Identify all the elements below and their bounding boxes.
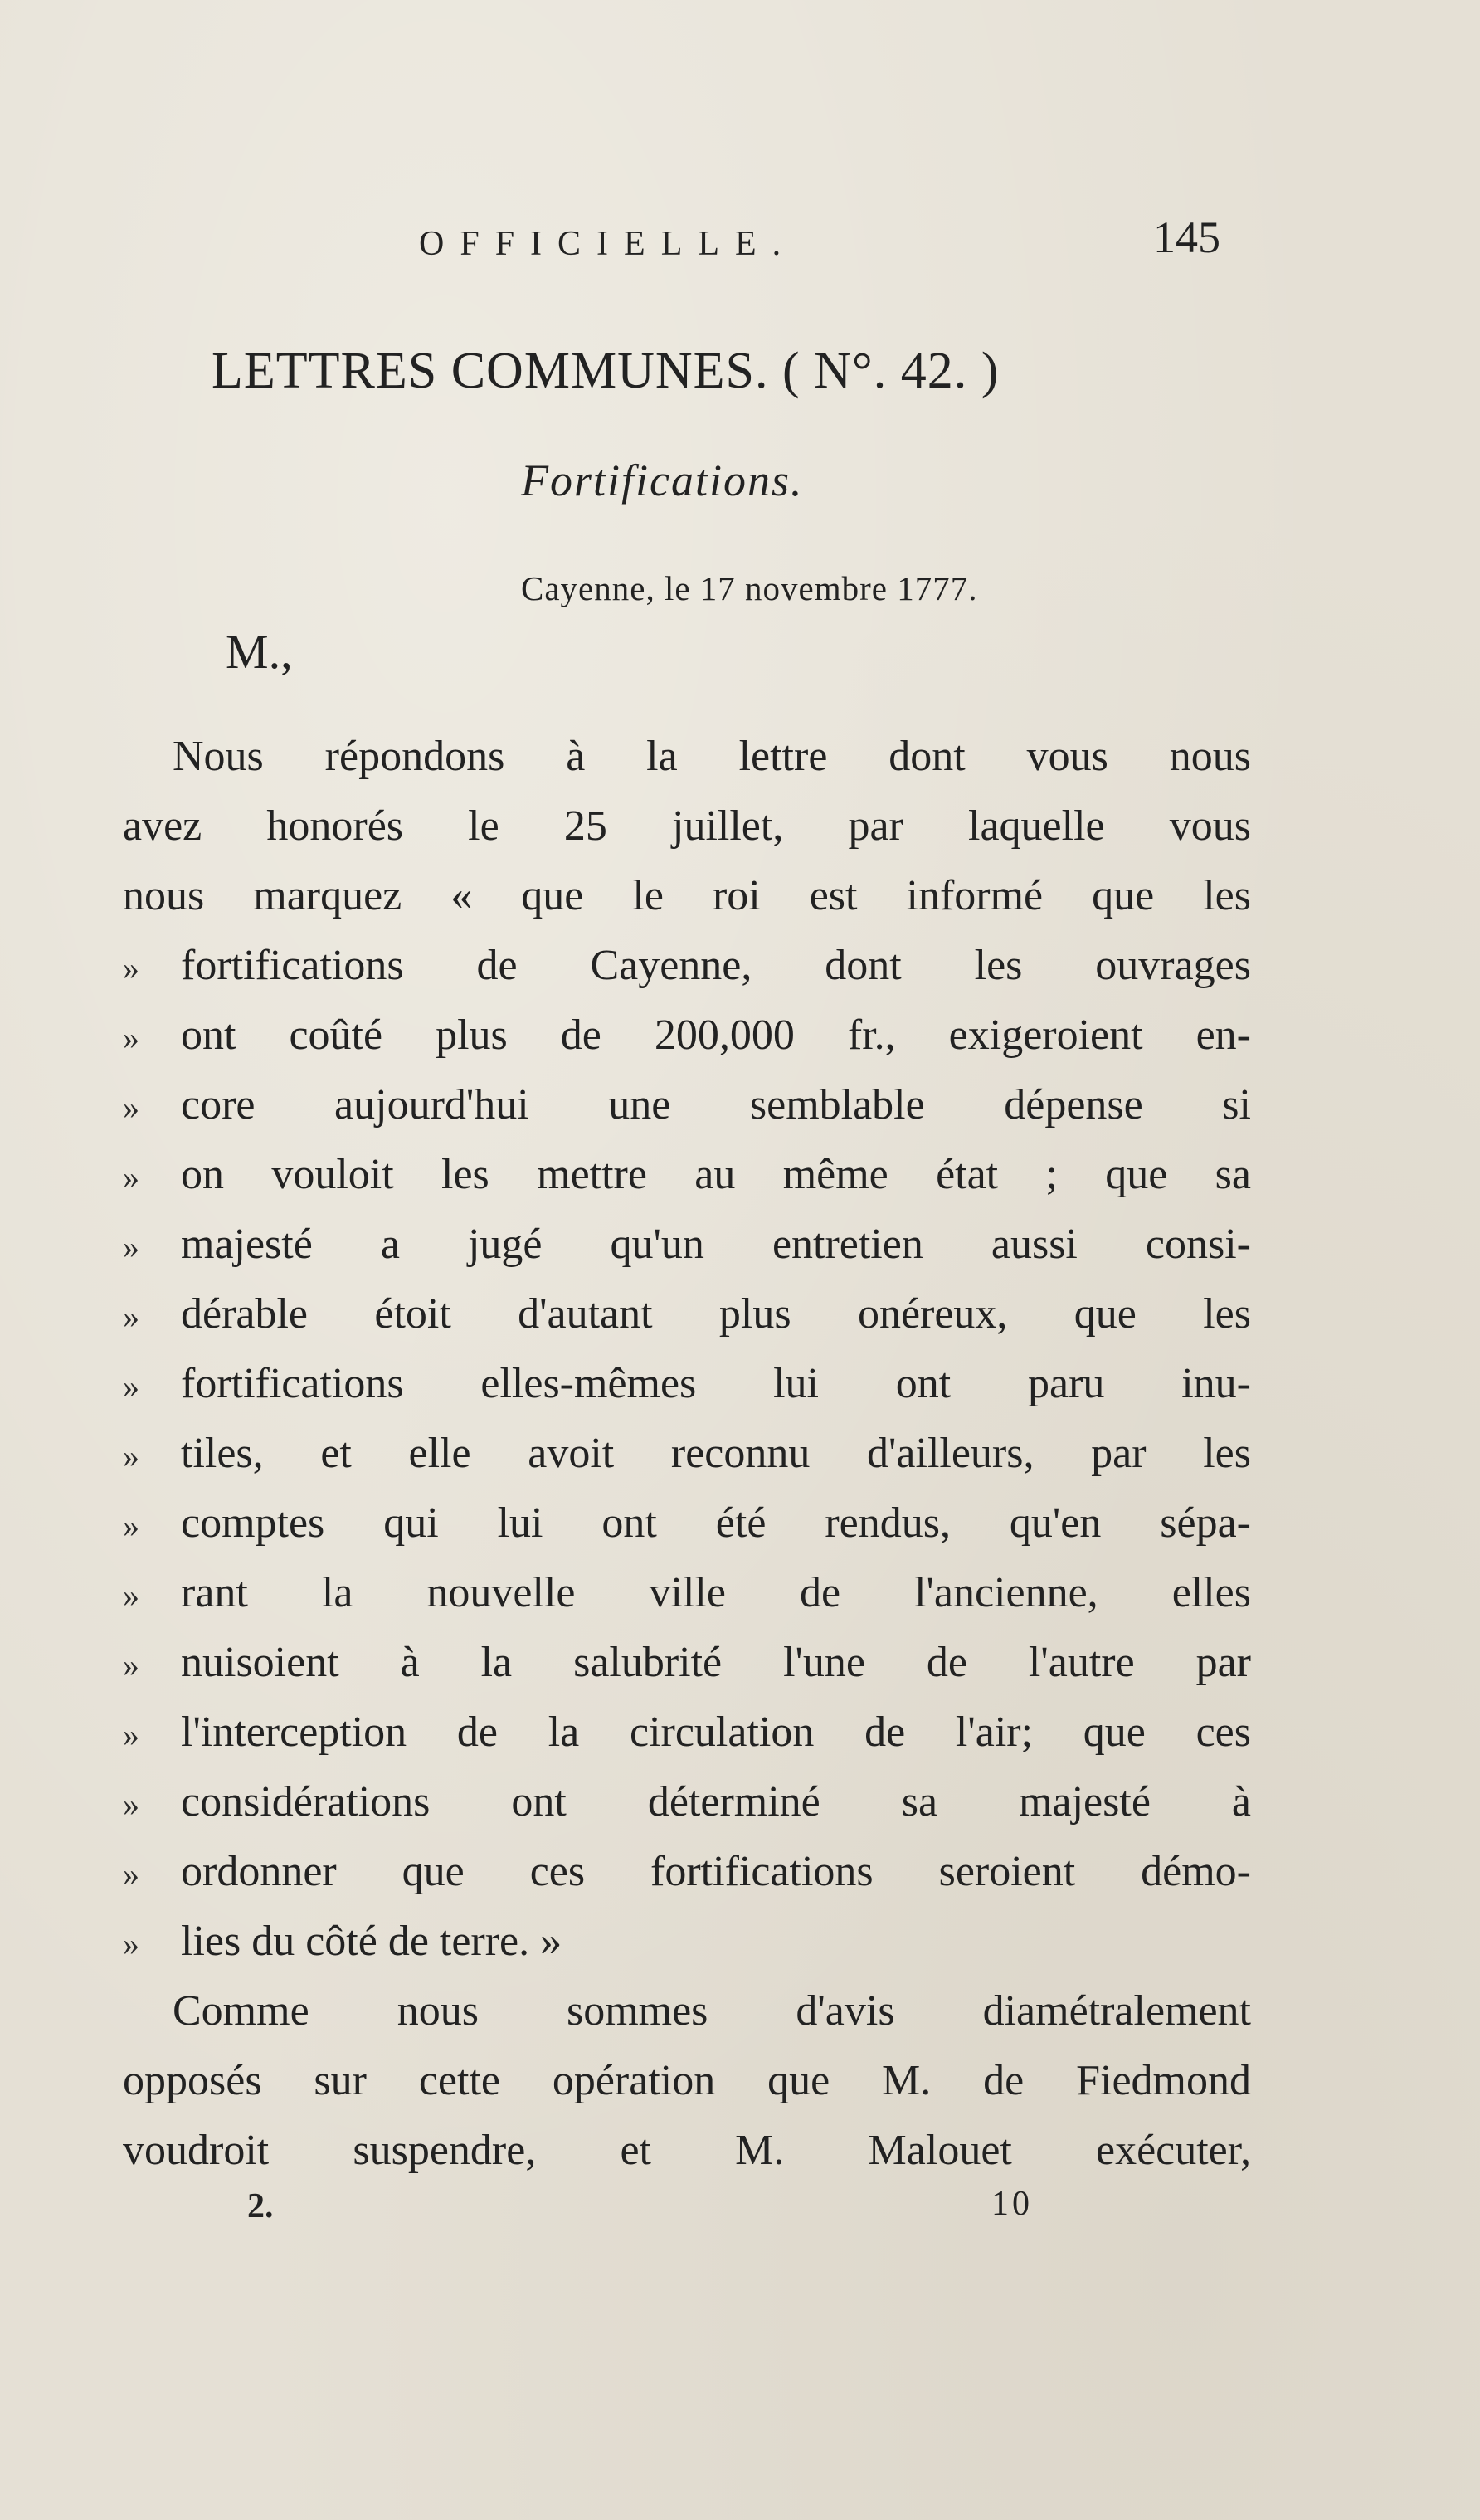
text-line (123, 1140, 1251, 1210)
line-text: l'interception de la circulation de l'air; que ces (181, 1708, 1251, 1756)
section-title: LETTRES COMMUNES. ( N°. 42. ) (212, 343, 1000, 399)
text-line (123, 2116, 1251, 2186)
footer-number: 10 (991, 2185, 1033, 2223)
line-guillemet: » (123, 1507, 139, 1544)
line-text: on vouloit les mettre au même état ; que sa (181, 1151, 1251, 1198)
line-text: nuisoient à la salubrité l'une de l'autre par (181, 1639, 1251, 1686)
line-guillemet: » (123, 1577, 139, 1614)
text-line (123, 1837, 1251, 1907)
line-text: nous marquez « que le roi est informé que les (123, 872, 1251, 919)
text-line (123, 1279, 1251, 1349)
line-guillemet: » (123, 1367, 139, 1405)
text-line (123, 722, 1251, 792)
letter-subject: Fortifications. (521, 456, 804, 505)
line-guillemet: » (123, 1019, 139, 1056)
text-line (123, 1210, 1251, 1279)
text-line (123, 1767, 1251, 1837)
line-text: Comme nous sommes d'avis diamétralement (173, 1987, 1251, 2035)
text-line (123, 1977, 1251, 2046)
signature-mark: 2. (247, 2187, 274, 2225)
line-text: considérations ont déterminé sa majesté à (181, 1778, 1251, 1825)
line-guillemet: » (123, 1646, 139, 1684)
text-line (123, 2046, 1251, 2116)
page-number: 145 (1153, 212, 1220, 262)
line-text: comptes qui lui ont été rendus, qu'en sépa- (181, 1499, 1251, 1547)
line-guillemet: » (123, 1786, 139, 1823)
line-guillemet: » (123, 1925, 139, 1962)
line-text: dérable étoit d'autant plus onéreux, que les (181, 1290, 1251, 1338)
text-line (123, 1419, 1251, 1489)
text-line (123, 861, 1251, 931)
line-text: fortifications elles-mêmes lui ont paru inu- (181, 1360, 1251, 1407)
line-text: lies du côté de terre. » (181, 1918, 562, 1965)
line-guillemet: » (123, 1158, 139, 1196)
text-line (123, 931, 1251, 1001)
line-guillemet: » (123, 949, 139, 987)
text-line (123, 1907, 1251, 1977)
running-head: OFFICIELLE. (419, 225, 797, 263)
line-text: opposés sur cette opération que M. de Fiedmond (123, 2057, 1251, 2104)
line-text: voudroit suspendre, et M. Malouet exécuter, (123, 2127, 1251, 2174)
line-text: Nous répondons à la lettre dont vous nous (173, 733, 1251, 780)
text-line (123, 1698, 1251, 1767)
text-line (123, 1628, 1251, 1698)
text-line (123, 1001, 1251, 1070)
line-guillemet: » (123, 1437, 139, 1474)
text-line (123, 792, 1251, 861)
text-line (123, 1558, 1251, 1628)
line-guillemet: » (123, 1716, 139, 1753)
line-text: core aujourd'hui une semblable dépense si (181, 1081, 1251, 1128)
line-guillemet: » (123, 1089, 139, 1126)
line-guillemet: » (123, 1855, 139, 1893)
text-line (123, 1070, 1251, 1140)
letter-body (123, 722, 1251, 2186)
text-line (123, 1349, 1251, 1419)
text-line (123, 1489, 1251, 1558)
line-text: rant la nouvelle ville de l'ancienne, elles (181, 1569, 1251, 1616)
line-text: majesté a jugé qu'un entretien aussi consi- (181, 1221, 1251, 1268)
line-text: ont coûté plus de 200,000 fr., exigeroient en- (181, 1011, 1251, 1059)
line-text: tiles, et elle avoit reconnu d'ailleurs, par les (181, 1430, 1251, 1477)
line-guillemet: » (123, 1228, 139, 1265)
line-text: fortifications de Cayenne, dont les ouvrages (181, 942, 1251, 989)
letter-salutation: M., (226, 625, 293, 679)
line-text: ordonner que ces fortifications seroient démo- (181, 1848, 1251, 1895)
line-text: avez honorés le 25 juillet, par laquelle vous (123, 802, 1251, 850)
line-guillemet: » (123, 1298, 139, 1335)
letter-dateline: Cayenne, le 17 novembre 1777. (521, 569, 978, 607)
